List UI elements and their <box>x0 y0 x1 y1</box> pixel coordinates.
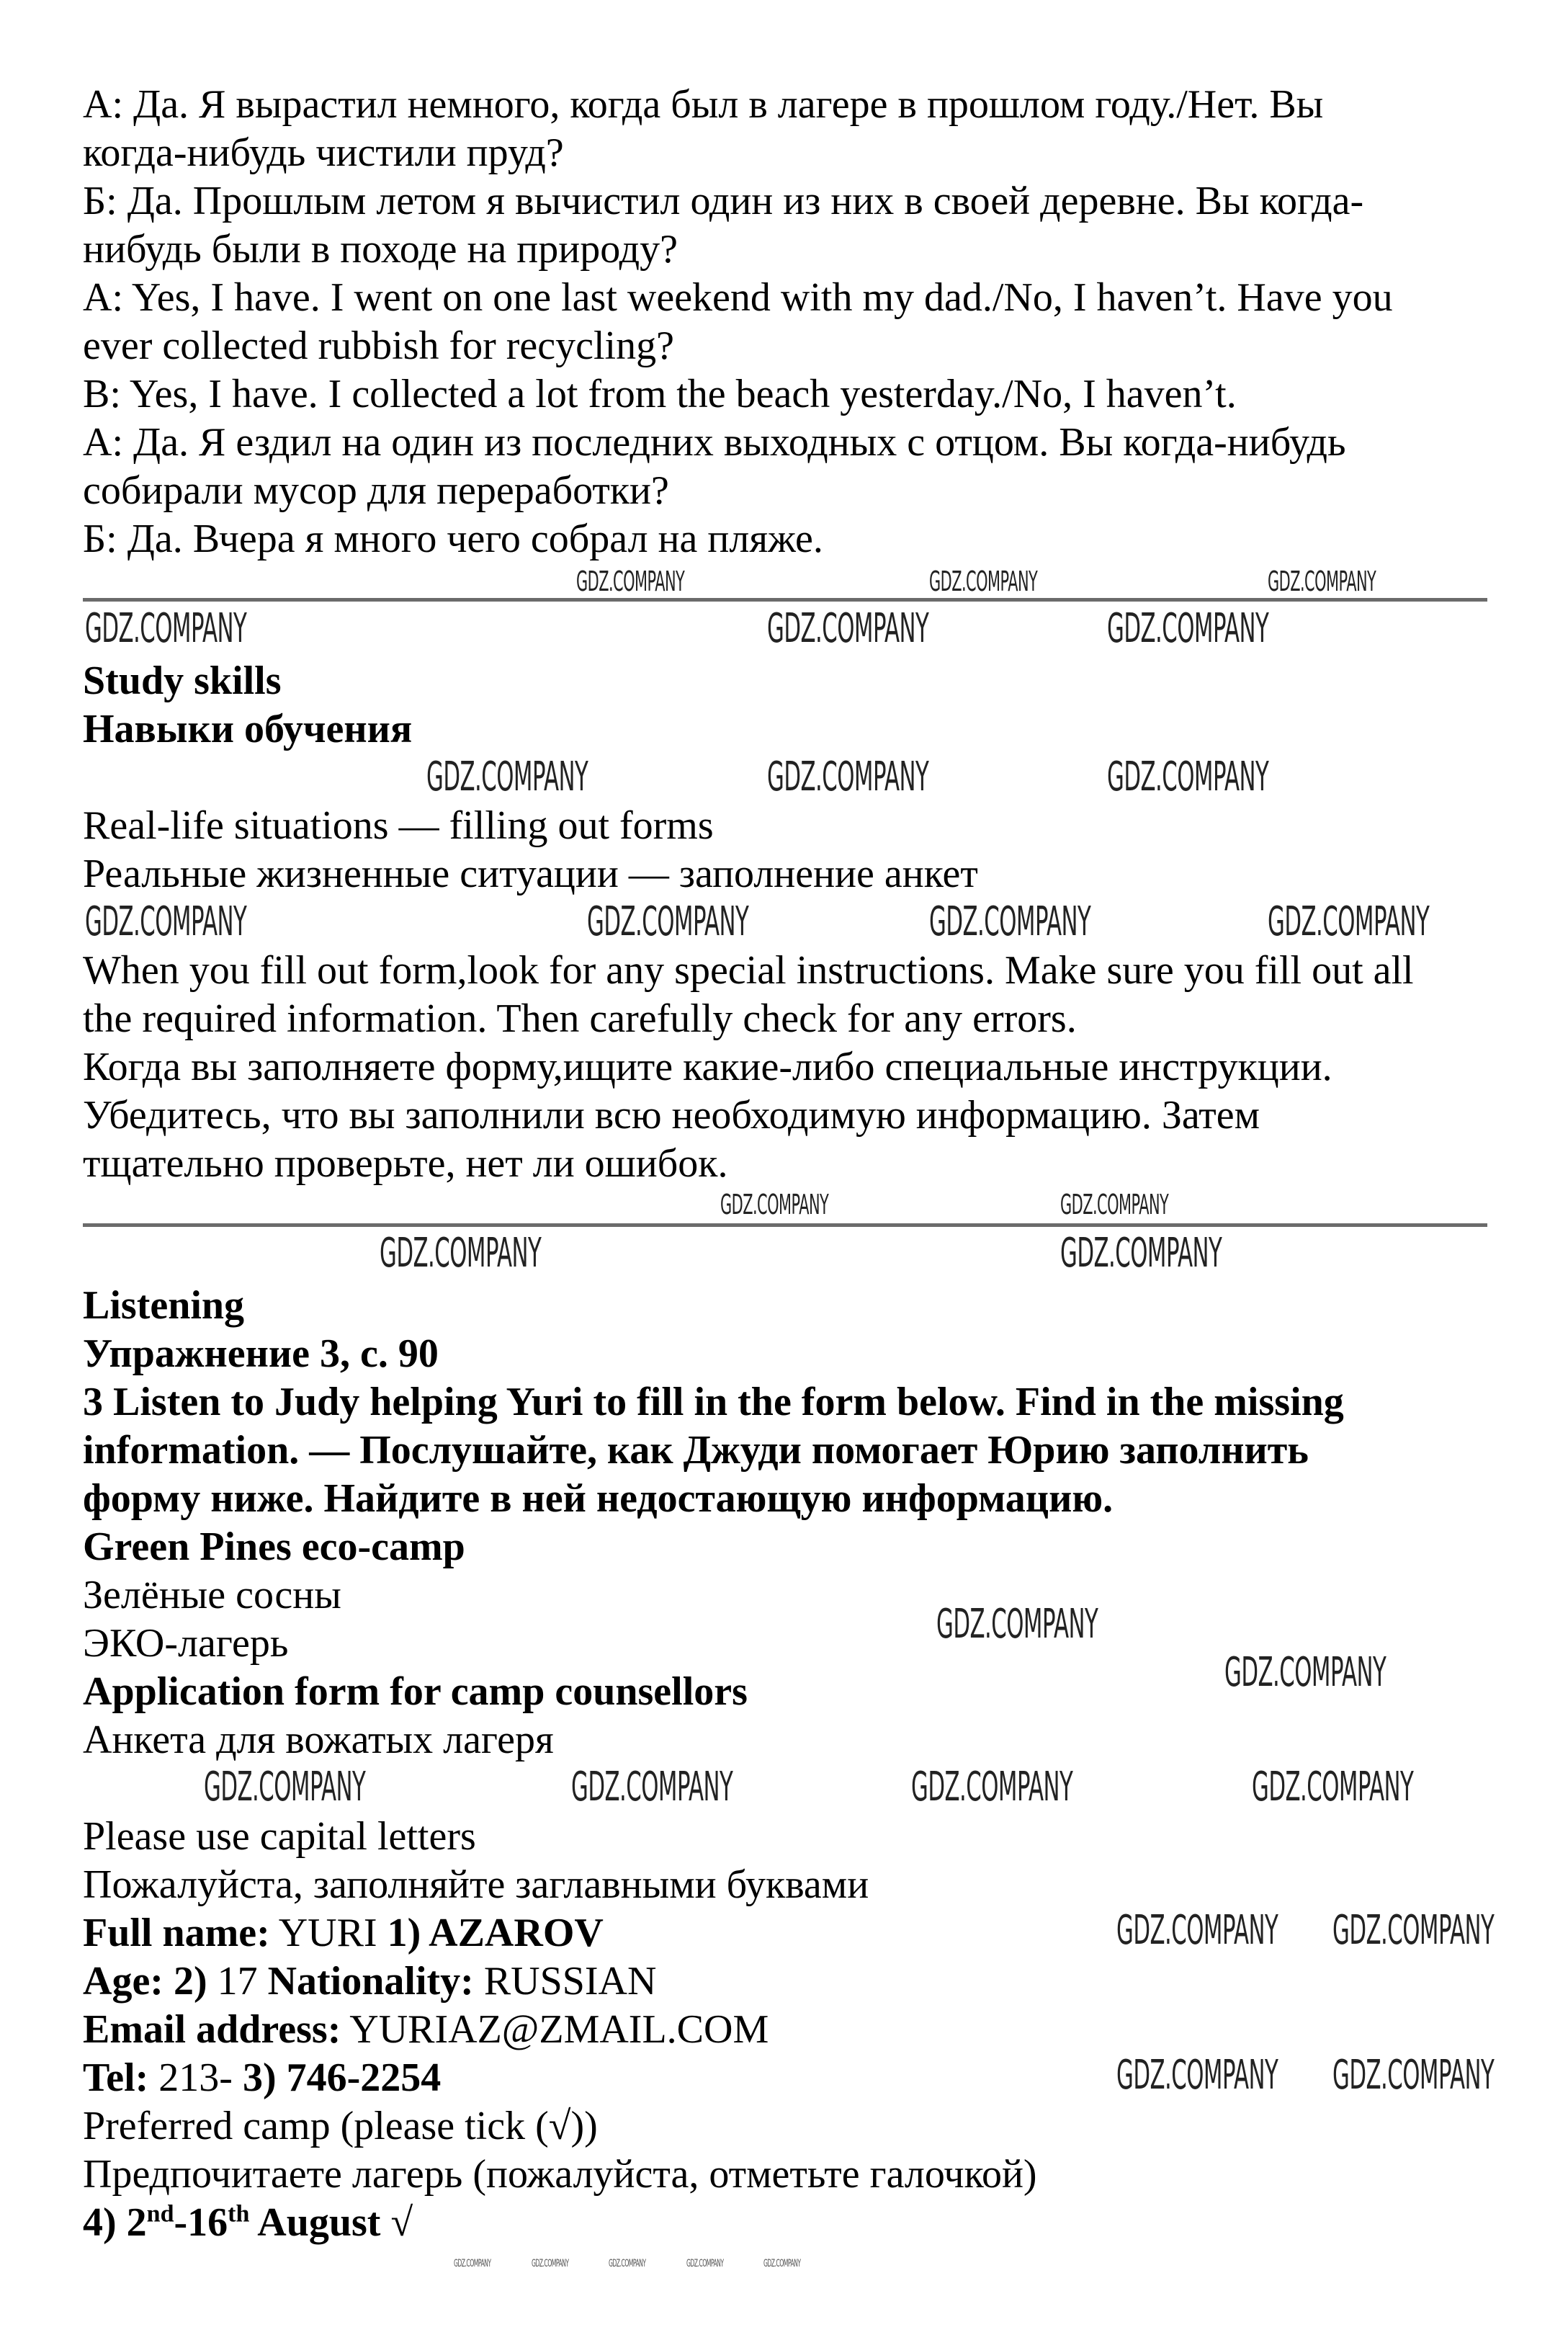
form-instruction-ru: Пожалуйста, заполняйте заглавными буквами <box>83 1862 869 1907</box>
section-divider <box>83 1223 1487 1227</box>
age-row <box>83 1957 656 2006</box>
watermark: GDZ.COMPANY <box>686 2258 724 2269</box>
section-divider <box>83 598 1487 602</box>
watermark: GDZ.COMPANY <box>1107 754 1269 800</box>
dialogue-line: B: Yes, I have. I collected a lot from the beach yesterday./No, I haven’t. <box>83 372 1237 416</box>
study-skills-text: тщательно проверьте, нет ли ошибок. <box>83 1141 728 1186</box>
dialogue-line: А: Да. Я вырастил немного, когда был в лагере в прошлом году./Нет. Вы <box>83 82 1324 127</box>
exercise-reference: Упражнение 3, с. 90 <box>83 1331 439 1376</box>
dialogue-line: нибудь были в походе на природу? <box>83 227 678 272</box>
watermark: GDZ.COMPANY <box>1116 1907 1278 1954</box>
dialogue-line: Б: Да. Вчера я много чего собрал на пляже. <box>83 517 823 561</box>
tick-mark: √ <box>390 2200 413 2245</box>
email-value: YURIAZ@ZMAIL.COM <box>349 2007 769 2052</box>
watermark: GDZ.COMPANY <box>1060 1189 1169 1220</box>
watermark: GDZ.COMPANY <box>720 1189 829 1220</box>
full-name-label: Full name: <box>83 1911 270 1955</box>
form-title-ru: Анкета для вожатых лагеря <box>83 1718 554 1762</box>
study-skills-heading-ru: Навыки обучения <box>83 707 413 751</box>
study-skills-subtitle: Real-life situations — filling out forms <box>83 803 714 848</box>
dialogue-line: собирали мусор для переработки? <box>83 468 669 513</box>
nationality-value: RUSSIAN <box>483 1959 657 2004</box>
email-label: Email address: <box>83 2007 341 2052</box>
study-skills-text: When you fill out form,look for any special instructions. Make sure you fill out all <box>83 948 1414 993</box>
watermark: GDZ.COMPANY <box>454 2258 491 2269</box>
watermark: GDZ.COMPANY <box>929 898 1091 945</box>
watermark: GDZ.COMPANY <box>1332 2052 1495 2099</box>
watermark: GDZ.COMPANY <box>576 566 685 597</box>
watermark: GDZ.COMPANY <box>426 754 588 800</box>
email-row <box>83 2006 769 2054</box>
watermark: GDZ.COMPANY <box>1332 1907 1495 1954</box>
age-label: Age: 2) <box>83 1959 207 2004</box>
study-skills-text: the required information. Then carefully check for any errors. <box>83 996 1077 1041</box>
watermark: GDZ.COMPANY <box>609 2258 646 2269</box>
camp-name-ru: ЭКО-лагерь <box>83 1621 289 1666</box>
answer-4-row <box>83 2199 413 2247</box>
study-skills-text: Когда вы заполняете форму,ищите какие-либо специальные инструкции. <box>83 1045 1332 1089</box>
dialogue-line: когда-нибудь чистили пруд? <box>83 130 564 175</box>
full-name-value: YURI <box>278 1911 377 1955</box>
watermark: GDZ.COMPANY <box>587 898 749 945</box>
dialogue-line: Б: Да. Прошлым летом я вычистил один из них в своей деревне. Вы когда- <box>83 179 1364 223</box>
watermark: GDZ.COMPANY <box>1268 566 1376 597</box>
watermark: GDZ.COMPANY <box>1107 605 1269 652</box>
watermark: GDZ.COMPANY <box>767 754 929 800</box>
task-text: 3 Listen to Judy helping Yuri to fill in the form below. Find in the missing <box>83 1380 1344 1424</box>
watermark: GDZ.COMPANY <box>911 1764 1073 1810</box>
watermark: GDZ.COMPANY <box>1060 1230 1222 1277</box>
watermark: GDZ.COMPANY <box>571 1764 733 1810</box>
dialogue-line: A: Yes, I have. I went on one last weekend with my dad./No, I haven’t. Have you <box>83 275 1393 320</box>
camp-name-ru: Зелёные сосны <box>83 1573 341 1617</box>
watermark: GDZ.COMPANY <box>85 898 247 945</box>
watermark: GDZ.COMPANY <box>767 605 929 652</box>
tel-row <box>83 2054 441 2102</box>
study-skills-subtitle-ru: Реальные жизненные ситуации — заполнение анкет <box>83 852 978 896</box>
watermark: GDZ.COMPANY <box>1268 898 1430 945</box>
age-value: 17 <box>217 1959 258 2004</box>
watermark: GDZ.COMPANY <box>1116 2052 1278 2099</box>
answer-4: 4) 2nd-16th August <box>83 2200 381 2245</box>
camp-name: Green Pines eco-camp <box>83 1524 465 1569</box>
study-skills-text: Убедитесь, что вы заполнили всю необходимую информацию. Затем <box>83 1093 1260 1138</box>
watermark: GDZ.COMPANY <box>380 1230 542 1277</box>
dialogue-section <box>83 81 1495 563</box>
form-title: Application form for camp counsellors <box>83 1669 748 1714</box>
tel-answer: 3) 746-2254 <box>242 2055 442 2100</box>
watermark: GDZ.COMPANY <box>204 1764 366 1810</box>
watermark: GDZ.COMPANY <box>85 605 247 652</box>
nationality-label: Nationality: <box>267 1959 474 2004</box>
watermark: GDZ.COMPANY <box>1224 1649 1386 1696</box>
watermark: GDZ.COMPANY <box>532 2258 569 2269</box>
tel-prefix: 213- <box>158 2055 233 2100</box>
watermark: GDZ.COMPANY <box>936 1601 1098 1648</box>
dialogue-line: ever collected rubbish for recycling? <box>83 323 674 368</box>
study-skills-heading: Study skills <box>83 658 282 703</box>
task-text: information. — Послушайте, как Джуди помогает Юрию заполнить <box>83 1428 1309 1473</box>
full-name-answer: 1) AZAROV <box>387 1911 604 1955</box>
full-name-row <box>83 1909 604 1957</box>
watermark: GDZ.COMPANY <box>763 2258 801 2269</box>
listening-heading: Listening <box>83 1283 245 1328</box>
watermark: GDZ.COMPANY <box>929 566 1038 597</box>
form-instruction: Please use capital letters <box>83 1814 476 1859</box>
preferred-camp-ru: Предпочитаете лагерь (пожалуйста, отметьте галочкой) <box>83 2152 1037 2197</box>
tel-label: Tel: <box>83 2055 149 2100</box>
preferred-camp: Preferred camp (please tick (√)) <box>83 2104 598 2148</box>
watermark: GDZ.COMPANY <box>1252 1764 1414 1810</box>
task-text: форму ниже. Найдите в ней недостающую информацию. <box>83 1476 1114 1521</box>
dialogue-line: А: Да. Я ездил на один из последних выходных с отцом. Вы когда-нибудь <box>83 420 1346 465</box>
